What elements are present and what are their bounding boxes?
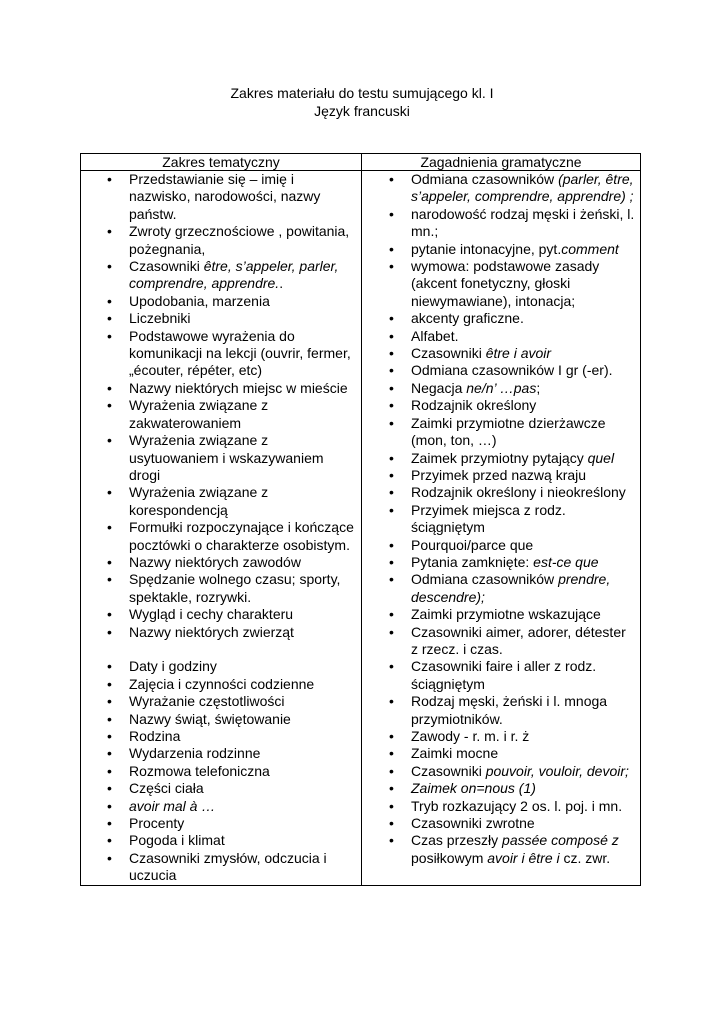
grammar-item bbox=[362, 763, 640, 780]
topic-item bbox=[81, 745, 361, 762]
column-header-topics: Zakres tematyczny bbox=[81, 154, 362, 171]
item-text: Czasowniki aimer, adorer, détester z rzecz. i czas. bbox=[411, 623, 626, 657]
table-header-row bbox=[81, 154, 641, 171]
item-text: Upodobania, marzenia bbox=[129, 292, 270, 309]
grammar-item bbox=[362, 502, 640, 537]
topic-item bbox=[81, 484, 361, 519]
item-text: Podstawowe wyrażenia do komunikacji na lekcji (ouvrir, fermer, „écouter, répéter, etc) bbox=[129, 327, 351, 379]
item-text: Nazwy niektórych miejsc w mieście bbox=[129, 379, 348, 396]
document-subtitle: Język francuski bbox=[314, 103, 410, 119]
item-text: Odmiana czasowników I gr (-er). bbox=[411, 362, 613, 379]
grammar-item bbox=[362, 171, 640, 206]
item-text: cz. zwr. bbox=[559, 849, 611, 866]
grammar-item bbox=[362, 415, 640, 450]
topic-item bbox=[81, 519, 361, 554]
italic-text: quel bbox=[587, 449, 615, 466]
item-text: Wyrażenia związane z zakwaterowaniem bbox=[129, 397, 269, 431]
item-text: Zaimek przymiotny pytający bbox=[411, 449, 588, 466]
item-text: Rodzina bbox=[129, 727, 181, 744]
item-text: Zaimki przymiotne wskazujące bbox=[411, 606, 601, 623]
grammar-item bbox=[362, 693, 640, 728]
grammar-item bbox=[362, 798, 640, 815]
topic-item bbox=[81, 658, 361, 675]
item-text: posiłkowym bbox=[411, 849, 488, 866]
grammar-item bbox=[362, 467, 640, 484]
italic-text: être i avoir bbox=[485, 345, 552, 362]
item-text: Procenty bbox=[129, 815, 185, 832]
topic-item bbox=[81, 223, 361, 258]
grammar-item bbox=[362, 397, 640, 414]
item-text: . bbox=[279, 275, 284, 292]
table-body-row bbox=[81, 171, 641, 886]
grammar-item bbox=[362, 832, 640, 867]
italic-text: Zaimek on=nous (1) bbox=[411, 780, 536, 797]
column-header-grammar: Zagadnienia gramatyczne bbox=[362, 154, 641, 171]
item-text: Formułki rozpoczynające i kończące pocztówki o charakterze osobistym. bbox=[129, 519, 354, 553]
grammar-item bbox=[362, 815, 640, 832]
item-text: Czasowniki bbox=[129, 258, 204, 275]
item-text: Alfabet. bbox=[411, 327, 459, 344]
topic-item bbox=[81, 171, 361, 223]
item-text: Zwroty grzecznościowe , powitania, pożegnania, bbox=[129, 223, 350, 257]
topic-item bbox=[81, 763, 361, 780]
item-text: Nazwy niektórych zwierząt bbox=[129, 623, 294, 640]
italic-text: être, s’appeler, parler, comprendre, apprendre. bbox=[129, 258, 339, 292]
topic-item bbox=[81, 693, 361, 710]
italic-text: est-ce que bbox=[533, 553, 599, 570]
grammar-cell bbox=[362, 171, 641, 886]
item-text: wymowa: podstawowe zasady (akcent fonetyczny, głoski niewymawiane), intonacja; bbox=[411, 258, 600, 309]
item-text: Odmiana czasowników bbox=[411, 571, 559, 588]
item-text: Czasowniki bbox=[411, 345, 486, 362]
item-text: pytanie intonacyjne, pyt. bbox=[411, 240, 562, 257]
item-text: akcenty graficzne. bbox=[411, 310, 524, 327]
italic-text: comment bbox=[561, 240, 619, 257]
grammar-item bbox=[362, 537, 640, 554]
item-text: Czas przeszły bbox=[411, 832, 503, 849]
topic-item bbox=[81, 850, 361, 885]
topic-item bbox=[81, 624, 361, 641]
grammar-item bbox=[362, 745, 640, 762]
topic-item bbox=[81, 380, 361, 397]
topic-item bbox=[81, 780, 361, 797]
topic-item bbox=[81, 832, 361, 849]
grammar-item bbox=[362, 310, 640, 327]
grammar-item bbox=[362, 658, 640, 693]
item-text: Przedstawianie się – imię i nazwisko, narodowości, nazwy państw. bbox=[129, 171, 321, 222]
grammar-item bbox=[362, 624, 640, 659]
item-text: Przyimek miejsca z rodz. ściągniętym bbox=[411, 501, 566, 536]
topic-item bbox=[81, 711, 361, 728]
item-text: Czasowniki zmysłów, odczucia i uczucia bbox=[129, 849, 327, 884]
grammar-item bbox=[362, 571, 640, 606]
document-title: Zakres materiału do testu sumującego kl. I bbox=[230, 85, 494, 101]
topic-item bbox=[81, 554, 361, 571]
grammar-item bbox=[362, 380, 640, 397]
grammar-item bbox=[362, 606, 640, 623]
grammar-item bbox=[362, 484, 640, 501]
item-text: Nazwy niektórych zawodów bbox=[129, 553, 301, 570]
item-text: Pytania zamknięte: bbox=[411, 553, 534, 570]
topic-item bbox=[81, 432, 361, 484]
item-text: Spędzanie wolnego czasu; sporty, spektakle, rozrywki. bbox=[129, 571, 341, 605]
item-text: Liczebniki bbox=[129, 310, 191, 327]
italic-text: pouvoir, vouloir, devoir; bbox=[485, 762, 629, 779]
grammar-item bbox=[362, 362, 640, 379]
italic-text: passée composé z bbox=[502, 832, 619, 849]
topic-item bbox=[81, 571, 361, 606]
grammar-item bbox=[362, 241, 640, 258]
grammar-item bbox=[362, 258, 640, 310]
grammar-item bbox=[362, 728, 640, 745]
grammar-list bbox=[362, 171, 640, 867]
item-text: Rozmowa telefoniczna bbox=[129, 762, 270, 779]
item-text: Czasowniki bbox=[411, 762, 486, 779]
topic-item bbox=[81, 328, 361, 380]
italic-text: avoir i être i bbox=[487, 849, 560, 866]
topic-item bbox=[81, 397, 361, 432]
item-text: Pourquoi/parce que bbox=[411, 536, 534, 553]
italic-text: prendre, descendre); bbox=[411, 571, 611, 605]
grammar-item bbox=[362, 345, 640, 362]
item-text: Rodzaj męski, żeński i l. mnoga przymiotników. bbox=[411, 693, 608, 727]
topic-item bbox=[81, 798, 361, 815]
grammar-item bbox=[362, 554, 640, 571]
item-text: Wyrażenia związane z usytuowaniem i wskazywaniem drogi bbox=[129, 432, 324, 483]
grammar-item bbox=[362, 450, 640, 467]
topic-item bbox=[81, 606, 361, 623]
item-text: Wyrażenia związane z korespondencją bbox=[129, 484, 269, 518]
italic-text: (parler, être, s’appeler, comprendre, apprendre) ; bbox=[411, 171, 634, 205]
item-text: Części ciała bbox=[129, 780, 204, 797]
item-text: Wydarzenia rodzinne bbox=[129, 745, 261, 762]
item-text: ; bbox=[536, 379, 541, 396]
topics-cell bbox=[81, 171, 362, 886]
grammar-item bbox=[362, 780, 640, 797]
topics-table bbox=[80, 153, 641, 886]
grammar-item bbox=[362, 328, 640, 345]
topic-item bbox=[81, 293, 361, 310]
item-text: Daty i godziny bbox=[129, 658, 217, 675]
item-text: Rodzajnik określony bbox=[411, 397, 537, 414]
item-text: Przyimek przed nazwą kraju bbox=[411, 466, 587, 483]
item-text: Odmiana czasowników bbox=[411, 171, 559, 187]
item-text: Wygląd i cechy charakteru bbox=[129, 606, 294, 623]
item-text: Zajęcia i czynności codzienne bbox=[129, 675, 315, 692]
item-text: Nazwy świąt, świętowanie bbox=[129, 710, 291, 727]
item-text: Zaimki mocne bbox=[411, 745, 499, 762]
item-text: Czasowniki zwrotne bbox=[411, 815, 535, 832]
item-text: Rodzajnik określony i nieokreślony bbox=[411, 484, 626, 501]
item-text: Pogoda i klimat bbox=[129, 832, 225, 849]
grammar-item bbox=[362, 206, 640, 241]
topics-list bbox=[81, 171, 361, 885]
italic-text: ne/n’ …pas bbox=[466, 379, 537, 396]
italic-text: avoir mal à … bbox=[129, 797, 216, 814]
item-text: Czasowniki faire i aller z rodz. ściągniętym bbox=[411, 658, 597, 692]
item-text: narodowość rodzaj męski i żeński, l. mn.; bbox=[411, 205, 635, 240]
item-text: Zawody - r. m. i r. ż bbox=[411, 728, 530, 744]
topic-item bbox=[81, 258, 361, 293]
item-text: Wyrażanie częstotliwości bbox=[129, 693, 285, 710]
item-text: Negacja bbox=[411, 379, 467, 396]
topic-item bbox=[81, 676, 361, 693]
item-text: Tryb rozkazujący 2 os. l. poj. i mn. bbox=[411, 797, 623, 814]
item-text: Zaimki przymiotne dzierżawcze (mon, ton, …) bbox=[411, 414, 606, 449]
topic-item bbox=[81, 728, 361, 745]
topic-item bbox=[81, 815, 361, 832]
topic-item bbox=[81, 310, 361, 327]
